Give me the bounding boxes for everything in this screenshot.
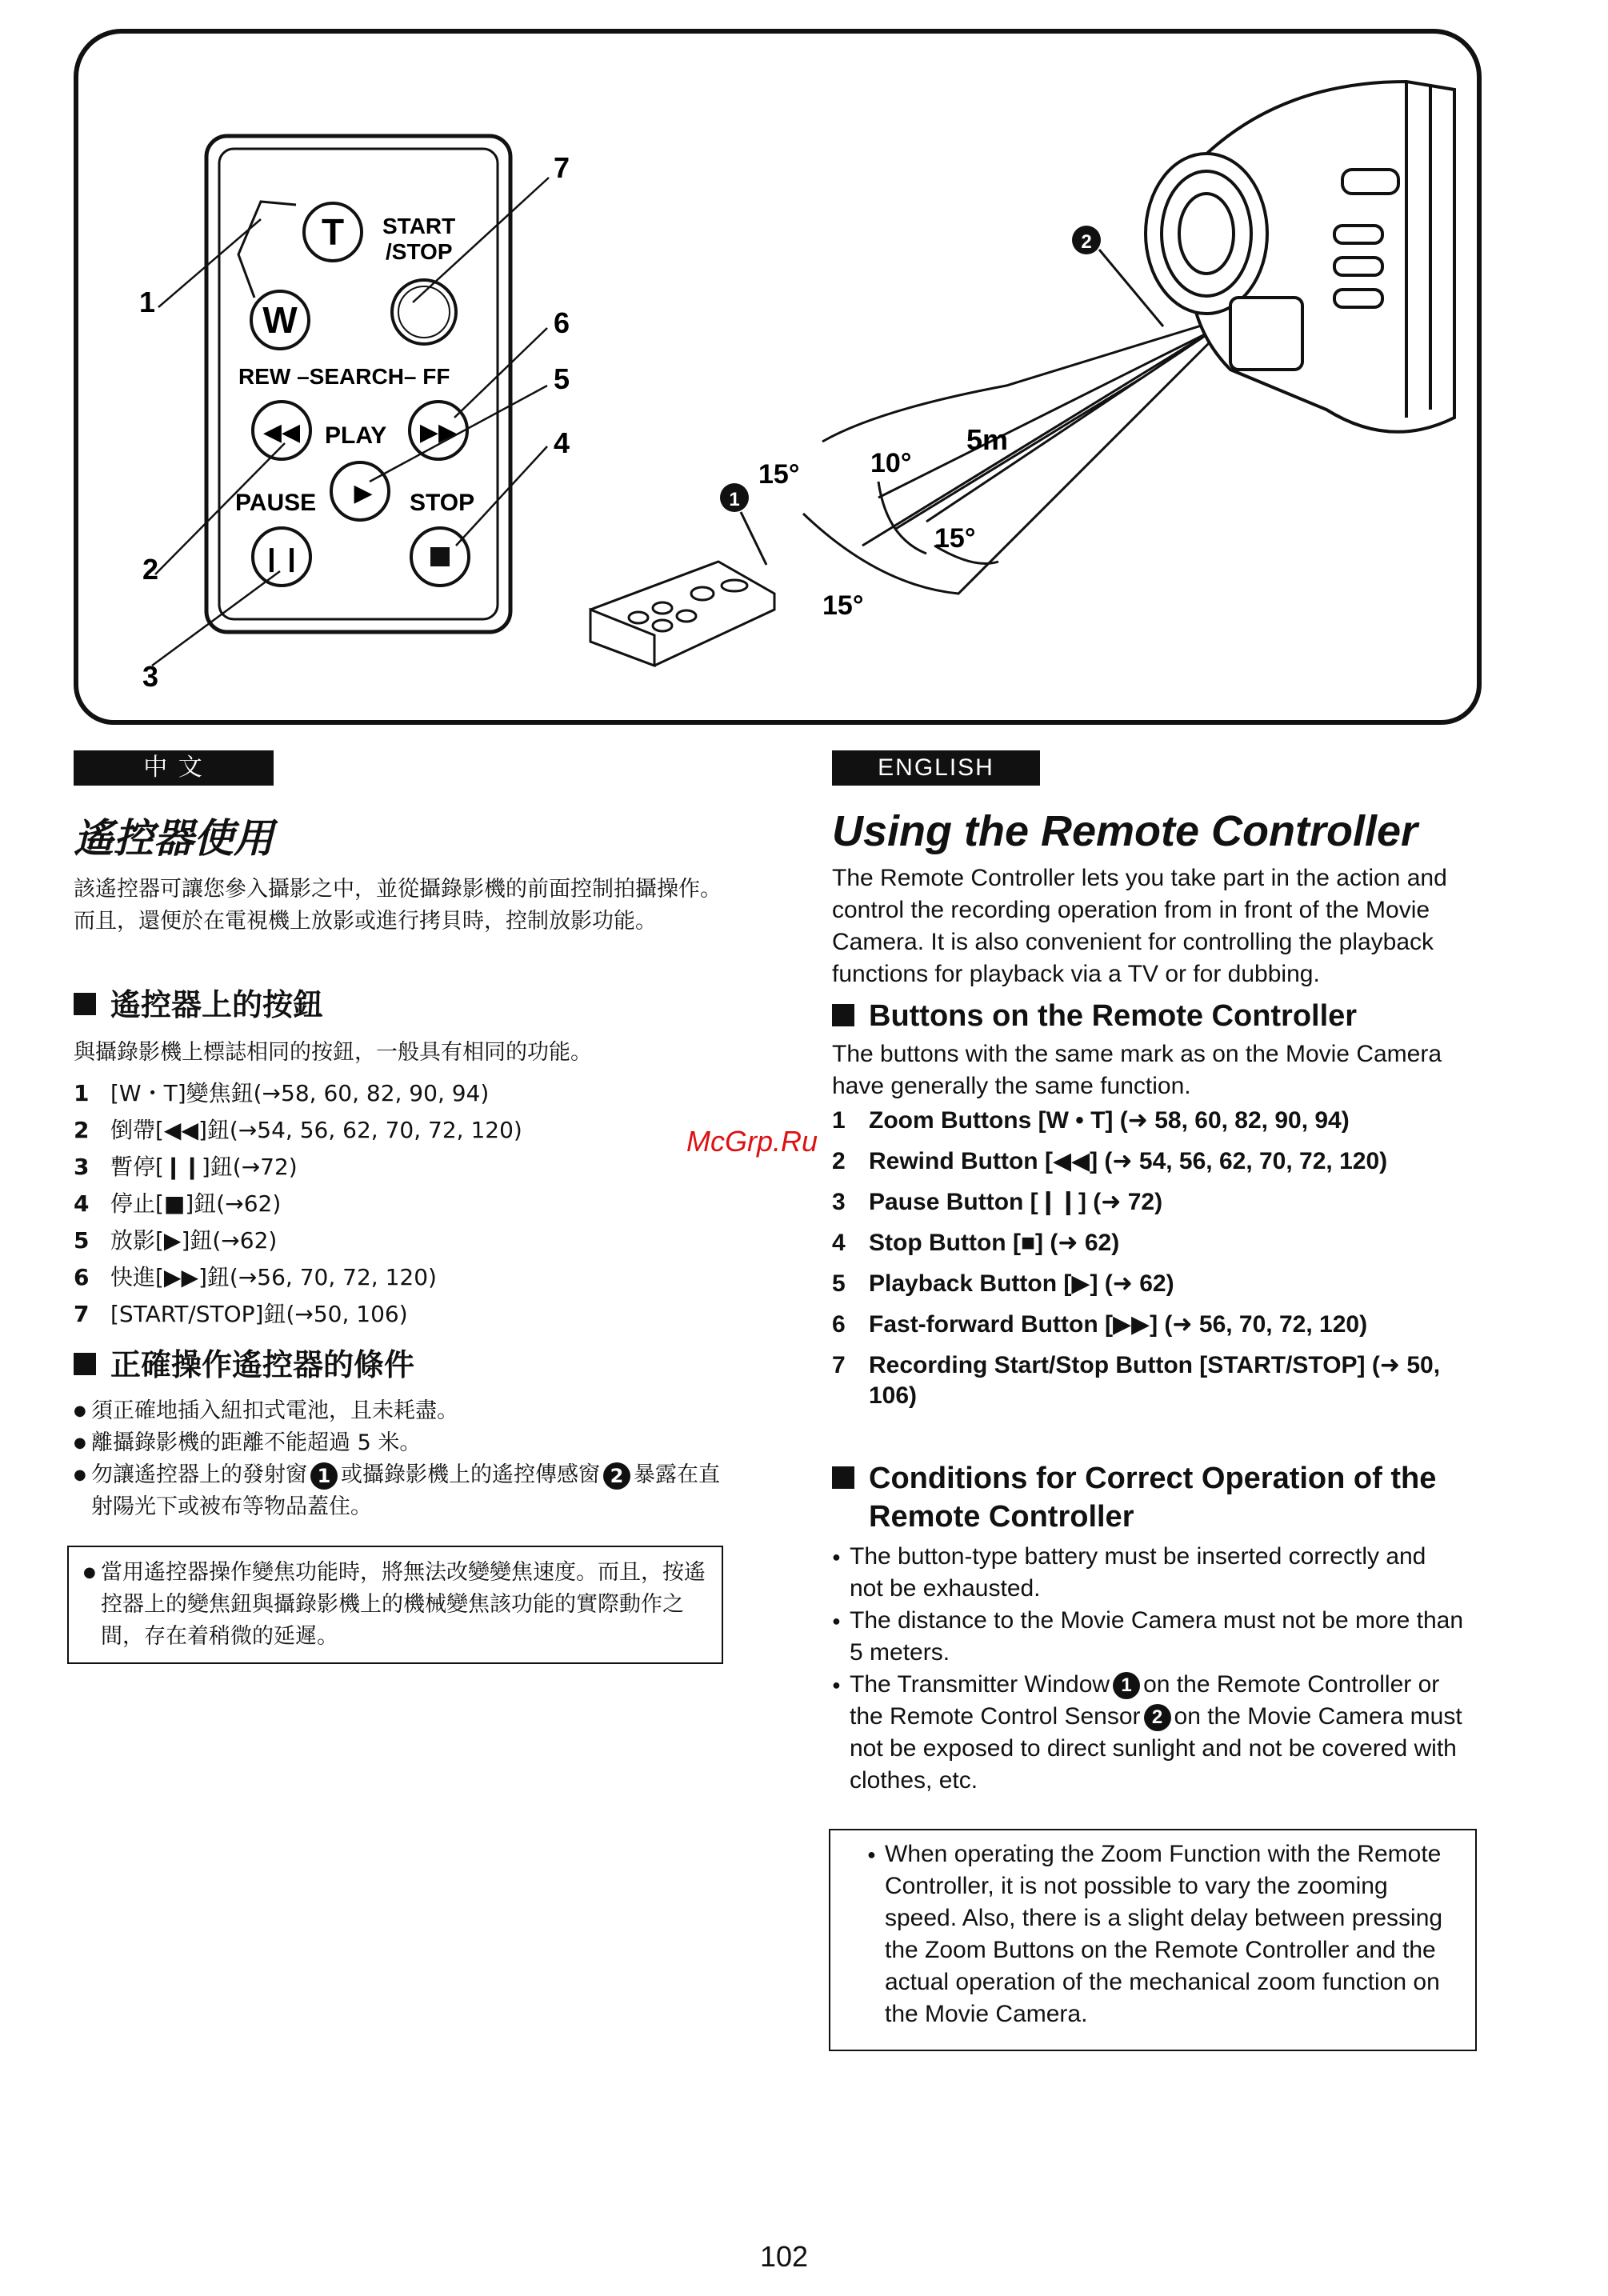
angle-15-right: 15° bbox=[934, 523, 976, 554]
figure-illustration bbox=[78, 34, 1486, 730]
en-bullet-square bbox=[832, 1004, 854, 1026]
marker-1-leader bbox=[741, 512, 766, 565]
zh-conditions-heading bbox=[74, 1346, 730, 1384]
item-text: Stop Button [■] (➜ 62) bbox=[869, 1230, 1120, 1256]
callout-lines bbox=[152, 178, 549, 666]
watermark: McGrp.Ru bbox=[686, 1125, 818, 1158]
button-list-item bbox=[74, 1226, 730, 1256]
w-label: W bbox=[262, 299, 298, 341]
zh-buttons-list bbox=[74, 1078, 730, 1336]
button-list-item bbox=[74, 1115, 730, 1146]
item-text: 倒帶[◀◀]鈕(→54, 56, 62, 70, 72, 120) bbox=[110, 1117, 522, 1143]
en-condition-item bbox=[832, 1669, 1464, 1797]
start-stop-button bbox=[392, 280, 456, 344]
movie-camera-drawing bbox=[1146, 82, 1454, 432]
item-text: Recording Start/Stop Button [START/STOP] (➜ 50, 106) bbox=[869, 1352, 1441, 1409]
item-number: 3 bbox=[832, 1189, 846, 1215]
en-conditions-heading-text: Conditions for Correct Operation of the Remote Controller bbox=[869, 1462, 1437, 1534]
marker-2-inline: 2 bbox=[603, 1462, 630, 1490]
marker-1-inline: 1 bbox=[1113, 1672, 1140, 1699]
button-list-item bbox=[832, 1106, 1480, 1136]
button-list-item bbox=[74, 1299, 730, 1330]
en-buttons-intro: The buttons with the same mark as on the Movie Camera have generally the same function. bbox=[832, 1041, 1442, 1099]
zh-conditions-heading-text: 正確操作遙控器的條件 bbox=[110, 1347, 415, 1382]
t-label: T bbox=[321, 211, 345, 253]
en-language-tag: ENGLISH bbox=[832, 750, 1040, 786]
angle-10: 10° bbox=[870, 448, 912, 478]
button-list-item bbox=[74, 1189, 730, 1219]
item-number: 6 bbox=[832, 1311, 846, 1338]
zh-cond3-part-c: 暴露在直射陽光下或被布等物品蓋住。 bbox=[91, 1462, 720, 1519]
button-list-item bbox=[74, 1262, 730, 1293]
marker-1-inline: 1 bbox=[310, 1462, 338, 1490]
en-buttons-list bbox=[832, 1106, 1480, 1422]
stop-icon bbox=[430, 547, 450, 566]
item-text: 快進[▶▶]鈕(→56, 70, 72, 120) bbox=[110, 1264, 437, 1290]
en-condition-item: ● The button-type battery must be inserted correctly and not be exhausted. bbox=[832, 1541, 1464, 1605]
angle-15-left: 15° bbox=[758, 459, 800, 490]
marker-2-label: 2 bbox=[1081, 231, 1092, 253]
en-conditions-heading bbox=[832, 1459, 1480, 1536]
en-note-box bbox=[829, 1829, 1477, 2051]
zh-note-box bbox=[67, 1546, 723, 1664]
callout-2: 2 bbox=[142, 553, 159, 586]
start-stop-button-inner bbox=[398, 286, 450, 338]
callout-4: 4 bbox=[554, 426, 570, 459]
marker-2-inline: 2 bbox=[1144, 1704, 1171, 1731]
item-number: 3 bbox=[74, 1154, 90, 1180]
distance-label: 5m bbox=[966, 423, 1009, 456]
zh-bullet-square bbox=[74, 993, 96, 1015]
item-number: 6 bbox=[74, 1264, 90, 1290]
en-intro: The Remote Controller lets you take part in the action and control the recording operation from in front of the Movie Camera. It is also convenient for controlling the playback functions for playback via a TV or for dubbing. bbox=[832, 865, 1447, 987]
angle-15-bottom: 15° bbox=[822, 590, 864, 621]
item-number: 5 bbox=[832, 1270, 846, 1297]
en-bullet-square bbox=[832, 1466, 854, 1489]
start-label: START bbox=[382, 214, 456, 238]
button-list-item bbox=[832, 1187, 1480, 1218]
zh-condition-item bbox=[74, 1459, 730, 1523]
play-icon: ▶ bbox=[354, 479, 373, 507]
zh-language-tag: 中 文 bbox=[74, 750, 274, 786]
item-text: Zoom Buttons [W • T] (➜ 58, 60, 82, 90, 94) bbox=[869, 1107, 1350, 1134]
button-list-item bbox=[832, 1228, 1480, 1258]
item-text: Pause Button [❙❙] (➜ 72) bbox=[869, 1189, 1163, 1215]
en-cond3-part-c: on the Movie Camera must not be exposed to direct sunlight and not be covered with clothes, etc. bbox=[850, 1703, 1462, 1794]
en-note-text: ● When operating the Zoom Function with the Remote Controller, it is not possible to vary the zooming speed. Also, there is a slight delay between pressing the Zoom Buttons on the Remote Controller and the actual operation of the mechanical zoom function on the Movie Camera. bbox=[867, 1838, 1462, 2030]
callout-7: 7 bbox=[554, 151, 570, 184]
callout-5: 5 bbox=[554, 362, 570, 395]
zh-page-title: 遙控器使用 bbox=[74, 815, 274, 862]
page-number: 102 bbox=[760, 2240, 809, 2273]
button-list-item bbox=[832, 1350, 1480, 1411]
zoom-bracket bbox=[238, 202, 296, 298]
item-number: 1 bbox=[74, 1080, 90, 1106]
remote-controller-figure bbox=[74, 29, 1482, 725]
item-text: [W・T]變焦鈕(→58, 60, 82, 90, 94) bbox=[110, 1080, 490, 1106]
item-text: [START/STOP]鈕(→50, 106) bbox=[110, 1301, 408, 1327]
stop-label: STOP bbox=[410, 490, 475, 516]
item-text: 暫停[❙❙]鈕(→72) bbox=[110, 1154, 298, 1180]
item-number: 2 bbox=[74, 1117, 90, 1143]
button-list-item bbox=[74, 1078, 730, 1109]
button-list-item bbox=[832, 1269, 1480, 1299]
marker-1-label: 1 bbox=[729, 489, 740, 510]
callout-6: 6 bbox=[554, 306, 570, 339]
en-page-title: Using the Remote Controller bbox=[832, 807, 1418, 855]
zh-cond3-part-a: 勿讓遙控器上的發射窗 bbox=[91, 1462, 307, 1487]
item-text: 放影[▶]鈕(→62) bbox=[110, 1227, 278, 1254]
en-buttons-heading bbox=[832, 997, 1480, 1035]
small-remote-drawing bbox=[590, 562, 774, 666]
en-note-list bbox=[867, 1838, 1462, 2030]
button-list-item bbox=[74, 1152, 730, 1182]
item-text: Rewind Button [◀◀] (➜ 54, 56, 62, 70, 72, 120) bbox=[869, 1148, 1388, 1174]
zh-buttons-heading-text: 遙控器上的按鈕 bbox=[110, 987, 324, 1022]
zh-cond3-part-b: 或攝錄影機上的遙控傳感窗 bbox=[341, 1462, 600, 1487]
zh-condition-item: ● 離攝錄影機的距離不能超過 5 米。 bbox=[74, 1427, 730, 1459]
item-number: 7 bbox=[74, 1301, 90, 1327]
callout-1: 1 bbox=[139, 286, 156, 318]
item-text: 停止[■]鈕(→62) bbox=[110, 1190, 282, 1217]
zh-condition-item: ● 須正確地插入紐扣式電池，且未耗盡。 bbox=[74, 1395, 730, 1427]
zh-intro: 該遙控器可讓您參入攝影之中，並從攝錄影機的前面控制拍攝操作。而且，還便於在電視機上放影或進行拷貝時，控制放影功能。 bbox=[74, 877, 722, 934]
callout-3: 3 bbox=[142, 660, 159, 693]
signal-fan bbox=[803, 322, 1214, 594]
item-number: 2 bbox=[832, 1148, 846, 1174]
item-number: 1 bbox=[832, 1107, 846, 1134]
button-list-item bbox=[832, 1310, 1480, 1340]
stop-slash-label: /STOP bbox=[386, 239, 453, 264]
en-buttons-heading-text: Buttons on the Remote Controller bbox=[869, 999, 1358, 1033]
zh-bullet-square bbox=[74, 1353, 96, 1375]
item-text: Fast-forward Button [▶▶] (➜ 56, 70, 72, 120) bbox=[869, 1311, 1368, 1338]
zh-buttons-heading bbox=[74, 986, 730, 1024]
item-number: 5 bbox=[74, 1227, 90, 1254]
item-number: 4 bbox=[832, 1230, 846, 1256]
button-list-item bbox=[832, 1146, 1480, 1177]
en-cond3-part-b: on the Remote Controller or the Remote Control Sensor bbox=[850, 1671, 1440, 1730]
pause-icon: ❙❙ bbox=[261, 545, 302, 573]
item-text: Playback Button [▶] (➜ 62) bbox=[869, 1270, 1174, 1297]
rew-search-ff-label: REW –SEARCH– FF bbox=[238, 364, 450, 389]
zh-conditions-list bbox=[74, 1395, 730, 1523]
zh-note-list bbox=[83, 1557, 707, 1653]
en-cond3-part-a: The Transmitter Window bbox=[850, 1671, 1110, 1698]
zh-note-text: ● 當用遙控器操作變焦功能時，將無法改變變焦速度。而且，按遙控器上的變焦鈕與攝錄影機上的機械變焦該功能的實際動作之間，存在着稍微的延遲。 bbox=[83, 1557, 707, 1653]
rewind-icon: ◀◀ bbox=[262, 418, 301, 446]
play-label: PLAY bbox=[325, 422, 387, 449]
item-number: 7 bbox=[832, 1352, 846, 1378]
en-condition-item: ● The distance to the Movie Camera must not be more than 5 meters. bbox=[832, 1605, 1464, 1669]
item-number: 4 bbox=[74, 1190, 90, 1217]
zh-buttons-intro: 與攝錄影機上標誌相同的按鈕，一般具有相同的功能。 bbox=[74, 1040, 592, 1065]
ff-icon: ▶▶ bbox=[419, 418, 458, 446]
pause-label: PAUSE bbox=[235, 490, 317, 516]
en-conditions-list bbox=[832, 1541, 1464, 1797]
